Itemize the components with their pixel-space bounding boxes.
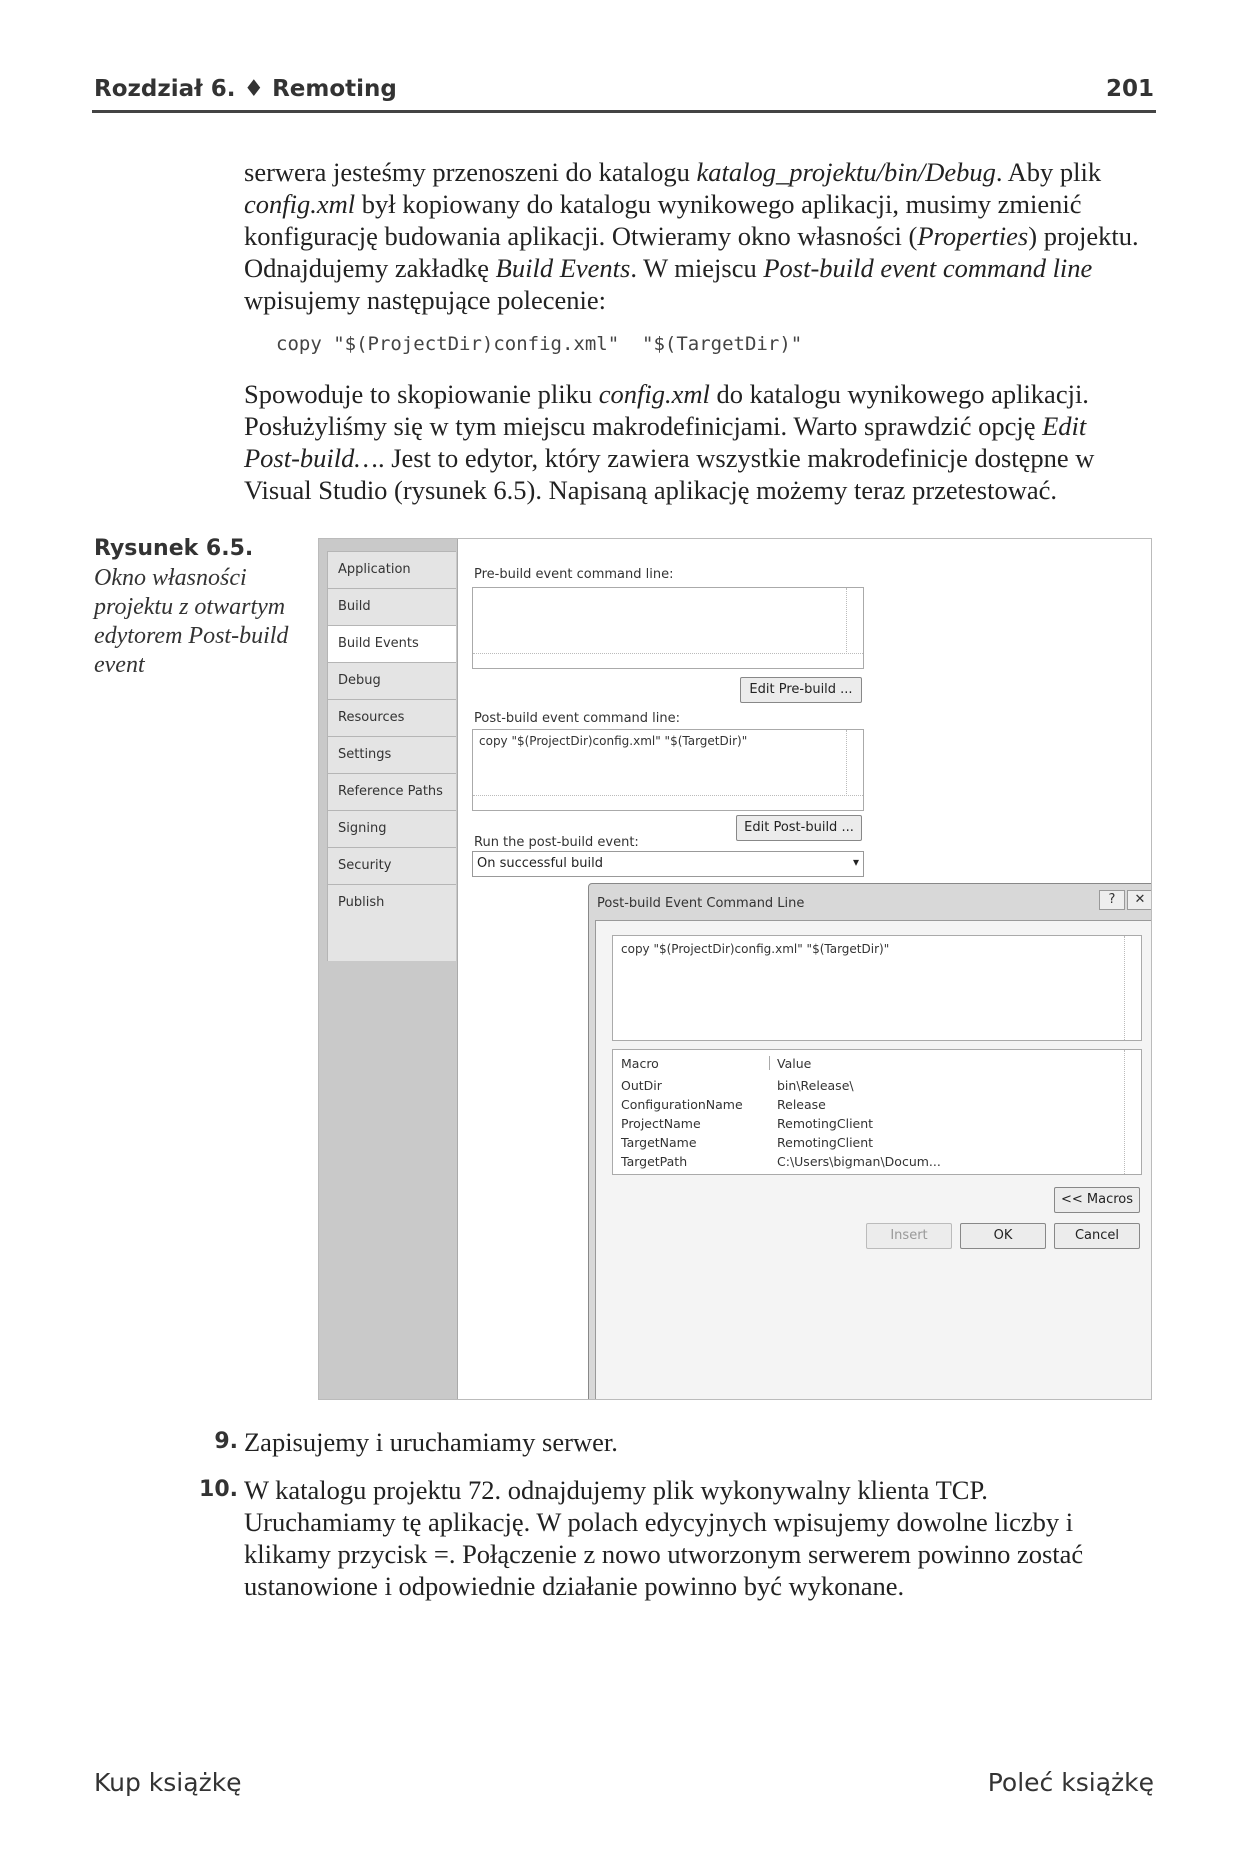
help-button[interactable]: ? [1099,890,1125,910]
tab-resources[interactable]: Resources [327,699,456,737]
run-post-build-label: Run the post-build event: [474,835,639,850]
tab-security[interactable]: Security [327,847,456,885]
list-text: W katalogu projektu 72. odnajdujemy plik wykonywalny klienta TCP. Uruchamiamy tę aplikację. W polach edycyjnych wpisujemy dowolne liczby i klikamy przycisk =. Połączenie z nowo utworzonym serwerem powinno zostać ustanowione i odpowiednie działanie powinno być wykonane. [244,1475,1084,1601]
dialog-body [595,920,1152,1400]
pre-build-label: Pre-build event command line: [474,567,674,582]
pre-build-vscroll[interactable] [846,588,863,654]
post-build-label: Post-build event command line: [474,711,681,726]
caption-text: Okno własności projektu z otwartym edytorem Post-build event [94,565,289,678]
build-events-panel [457,539,1152,1399]
ok-button[interactable]: OK [960,1223,1046,1249]
properties-sidebar [319,539,457,1399]
edit-pre-build-button[interactable]: Edit Pre-build ... [740,677,862,703]
figure-screenshot [318,538,1152,1400]
macro-table [612,1049,1142,1175]
recommend-book-link[interactable]: Poleć książkę [987,1768,1154,1797]
tab-settings[interactable]: Settings [327,736,456,774]
post-build-textarea[interactable] [472,729,864,811]
list-text: Zapisujemy i uruchamiamy serwer. [244,1427,618,1457]
run-post-build-select[interactable]: On successful build ▾ [472,851,864,877]
macros-toggle-button[interactable]: << Macros [1054,1187,1140,1213]
column-macro[interactable]: Macro [621,1056,659,1071]
command-vscroll[interactable] [1124,936,1141,1040]
column-separator[interactable] [769,1056,770,1070]
insert-button[interactable]: Insert [866,1223,952,1249]
paragraph-1: serwera jesteśmy przenoszeni do katalogu katalog_projektu/bin/Debug. Aby plik config.xml był kopiowany do katalogu wynikowego aplikacji, musimy zmienić konfigurację budowania aplikacji. Otwieramy okno własności (Properties) projektu. Odnajdujemy zakładkę Build Events. W miejscu Post-build event command line wpisujemy następujące polecenie: [244,157,1139,315]
table-row[interactable]: OutDir bin\Release\ [621,1078,854,1093]
caption-label: Rysunek 6.5. [94,536,254,561]
table-row[interactable]: ProjectName RemotingClient [621,1116,874,1131]
figure-caption [94,534,314,680]
post-build-value: copy "$(ProjectDir)config.xml" "$(TargetDir)" [479,734,748,748]
pre-build-hscroll[interactable] [473,653,863,668]
page-number: 201 [1105,76,1154,102]
list-number: 10. [199,1477,238,1502]
table-row[interactable]: ConfigurationName Release [621,1097,826,1112]
pre-build-textarea[interactable] [472,587,864,669]
tab-debug[interactable]: Debug [327,662,456,700]
chapter-title: Rozdział 6. ♦ Remoting [94,76,397,102]
close-button[interactable]: ✕ [1127,890,1152,910]
chevron-down-icon: ▾ [852,855,859,869]
list-number: 9. [214,1429,238,1454]
header-rule [92,110,1156,113]
table-row[interactable]: TargetPath C:\Users\bigman\Docum... [621,1154,941,1169]
tab-signing[interactable]: Signing [327,810,456,848]
edit-post-build-button[interactable]: Edit Post-build ... [736,815,862,841]
command-value: copy "$(ProjectDir)config.xml" "$(TargetDir)" [621,942,890,956]
tab-reference-paths[interactable]: Reference Paths [327,773,456,811]
code-line: copy "$(ProjectDir)config.xml" "$(TargetDir)" [276,333,803,355]
post-build-hscroll[interactable] [473,795,863,810]
macro-table-header [621,1056,1121,1075]
post-build-vscroll[interactable] [846,730,863,796]
tab-build-events[interactable]: Build Events [327,625,456,663]
post-build-dialog [588,883,1152,1400]
dialog-controls [1097,890,1152,910]
tab-publish[interactable]: Publish [327,884,456,922]
dialog-title: Post-build Event Command Line [597,896,805,911]
cancel-button[interactable]: Cancel [1054,1223,1140,1249]
column-value[interactable]: Value [777,1056,812,1071]
command-textarea[interactable] [612,935,1142,1041]
tab-strip-end [327,921,456,961]
paragraph-2: Spowoduje to skopiowanie pliku config.xml do katalogu wynikowego aplikacji. Posłużyliśmy się w tym miejscu makrodefinicjami. Warto sprawdzić opcję Edit Post-build…. Jest to edytor, który zawiera wszystkie makrodefinicje dostępne w Visual Studio (rysunek 6.5). Napisaną aplikację możemy teraz przetestować. [244,379,1095,505]
table-row[interactable]: TargetName RemotingClient [621,1135,874,1150]
buy-book-link[interactable]: Kup książkę [94,1768,242,1797]
running-head [94,76,1154,108]
tab-build[interactable]: Build [327,588,456,626]
macro-table-vscroll[interactable] [1124,1050,1141,1174]
tab-application[interactable]: Application [327,551,456,589]
